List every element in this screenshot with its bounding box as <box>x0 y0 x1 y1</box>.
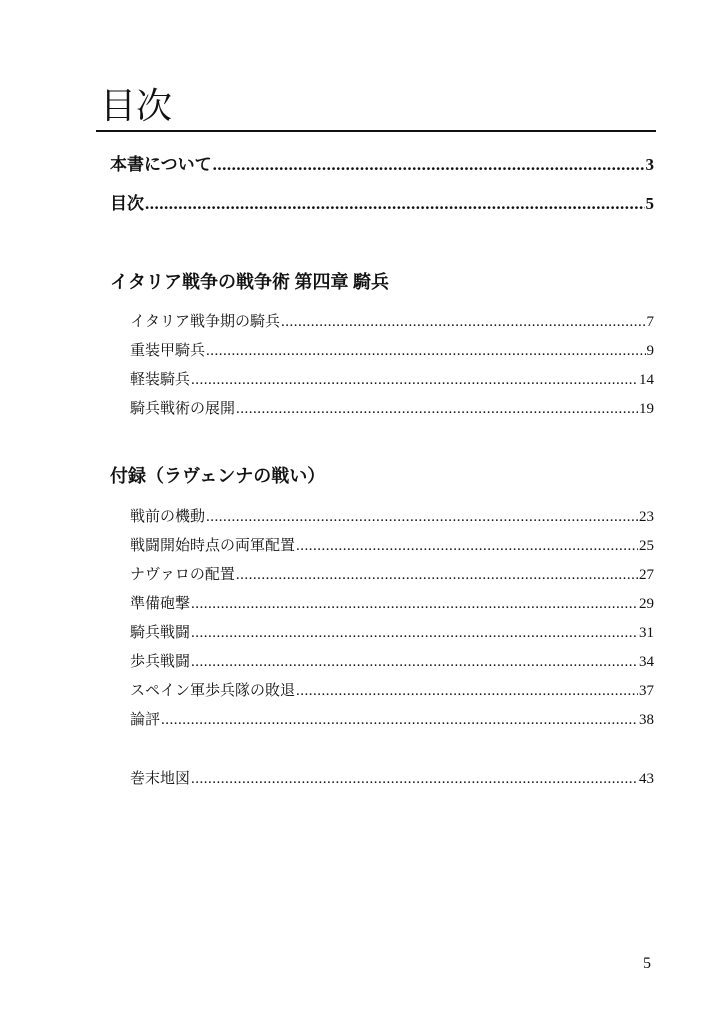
leader-dots <box>213 155 645 175</box>
toc-entry[interactable] <box>110 150 654 175</box>
toc-entry-label: 軽装騎兵 <box>130 372 191 388</box>
toc-entry-page: 31 <box>639 625 654 641</box>
leader-dots <box>145 194 645 214</box>
toc-entry-label: 巻末地図 <box>130 771 191 787</box>
toc-entry-label: 騎兵戦闘 <box>130 625 191 641</box>
page-number: 5 <box>643 955 651 972</box>
toc-entry-page: 14 <box>639 372 654 388</box>
toc-entry[interactable] <box>130 621 654 642</box>
toc-entry-page: 5 <box>645 194 654 213</box>
toc-entry-label: 論評 <box>130 712 161 728</box>
toc-entry[interactable] <box>130 650 654 671</box>
toc-entry-page: 7 <box>646 314 654 330</box>
leader-dots <box>296 538 638 555</box>
leader-dots <box>161 712 638 729</box>
toc-entry-label: スペイン軍歩兵隊の敗退 <box>130 683 296 699</box>
toc-entry[interactable] <box>130 563 654 584</box>
toc-entry-label: 準備砲撃 <box>130 596 191 612</box>
toc-entry-page: 23 <box>639 509 654 525</box>
toc-entry[interactable] <box>130 708 654 729</box>
section-heading: 付録（ラヴェンナの戦い） <box>110 466 326 486</box>
leader-dots <box>191 596 638 613</box>
toc-entry[interactable] <box>130 767 654 788</box>
page-title: 目次 <box>100 86 173 126</box>
toc-entry-label: ナヴァロの配置 <box>130 567 235 583</box>
toc-entry[interactable] <box>130 310 654 331</box>
toc-entry[interactable] <box>130 505 654 526</box>
toc-entry-page: 27 <box>639 567 654 583</box>
toc-entry-label: イタリア戦争期の騎兵 <box>130 314 281 330</box>
leader-dots <box>236 567 638 584</box>
toc-entry-page: 19 <box>639 401 654 417</box>
toc-entry[interactable] <box>130 339 654 360</box>
toc-entry-label: 重装甲騎兵 <box>130 343 206 359</box>
leader-dots <box>281 314 645 331</box>
toc-entry-page: 43 <box>639 771 654 787</box>
toc-entry[interactable] <box>130 592 654 613</box>
toc-entry[interactable] <box>130 397 654 418</box>
toc-entry-page: 29 <box>639 596 654 612</box>
leader-dots <box>236 401 638 418</box>
toc-entry-label: 目次 <box>110 194 144 213</box>
toc-entry-label: 戦闘開始時点の両軍配置 <box>130 538 296 554</box>
toc-entry-label: 騎兵戦術の展開 <box>130 401 236 417</box>
title-rule <box>96 130 656 132</box>
leader-dots <box>191 625 638 642</box>
toc-entry-page: 3 <box>645 155 654 174</box>
toc-entry-page: 34 <box>639 654 654 670</box>
toc-entry-label: 歩兵戦闘 <box>130 654 191 670</box>
toc-entry-label: 戦前の機動 <box>130 509 206 525</box>
leader-dots <box>191 771 638 788</box>
leader-dots <box>296 683 638 700</box>
leader-dots <box>191 654 638 671</box>
toc-entry-label: 本書について <box>110 155 212 174</box>
toc-entry-page: 37 <box>639 683 654 699</box>
toc-entry[interactable] <box>110 189 654 214</box>
toc-entry-page: 25 <box>639 538 654 554</box>
leader-dots <box>206 509 638 526</box>
section-heading: イタリア戦争の戦争術 第四章 騎兵 <box>110 272 389 292</box>
toc-entry-page: 38 <box>639 712 654 728</box>
leader-dots <box>191 372 638 389</box>
leader-dots <box>206 343 645 360</box>
toc-entry[interactable] <box>130 534 654 555</box>
toc-entry[interactable] <box>130 679 654 700</box>
toc-entry-page: 9 <box>646 343 654 359</box>
toc-entry[interactable] <box>130 368 654 389</box>
